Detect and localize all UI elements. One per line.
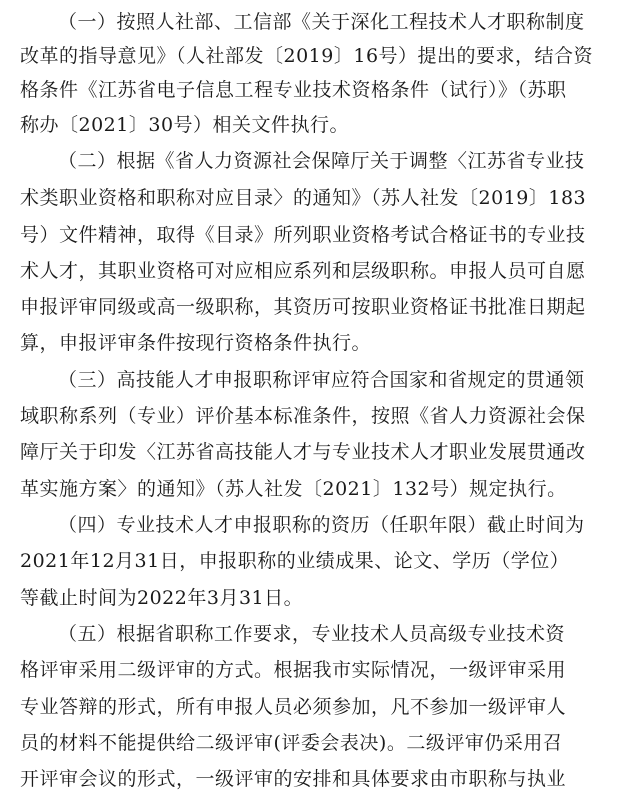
line-18: （五）根据省职称工作要求，专业技术人员高级专业技术资 [58,623,566,645]
line-16: 2021年12月31日，申报职称的业绩成果、论文、学历（学位） [20,550,570,572]
line-3: 格条件《江苏省电子信息工程专业技术资格条件（试行）》（苏职 [20,79,567,101]
line-7: 号）文件精神，取得《目录》所列职业资格考试合格证书的专业技 [20,224,586,246]
line-20: 专业答辩的形式，所有申报人员必须参加，凡不参加一级评审人 [20,696,567,718]
line-5: （二）根据《省人力资源社会保障厅关于调整〈江苏省专业技 [58,150,585,172]
line-15: （四）专业技术人才申报职称的资历（任职年限）截止时间为 [58,514,585,536]
line-14: 革实施方案〉的通知》（苏人社发〔2021〕132号）规定执行。 [20,478,567,500]
line-4: 称办〔2021〕30号）相关文件执行。 [20,114,350,136]
line-12: 域职称系列（专业）评价基本标准条件，按照《省人力资源社会保 [20,405,586,427]
line-9: 申报评审同级或高一级职称，其资历可按职业资格证书批准日期起 [20,296,586,318]
line-8: 术人才，其职业资格可对应相应系列和层级职称。申报人员可自愿 [20,260,586,282]
line-17: 等截止时间为2022年3月31日。 [20,587,304,609]
line-10: 算，申报评审条件按现行资格条件执行。 [20,332,372,354]
line-19: 格评审采用二级评审的方式。根据我市实际情况，一级评审采用 [20,659,567,681]
line-2: 改革的指导意见》（人社部发〔2019〕16号）提出的要求，结合资 [20,45,594,67]
line-13: 障厅关于印发〈江苏省高技能人才与专业技术人才职业发展贯通改 [20,441,586,463]
line-1: （一）按照人社部、工信部《关于深化工程技术人才职称制度 [58,11,585,33]
line-21: 员的材料不能提供给二级评审(评委会表决)。二级评审仍采用召 [20,732,563,754]
line-6: 术类职业资格和职称对应目录〉的通知》（苏人社发〔2019〕183 [20,187,587,209]
line-22: 开评审会议的形式，一级评审的安排和具体要求由市职称与执业 [20,768,567,790]
line-11: （三）高技能人才申报职称评审应符合国家和省规定的贯通领 [58,369,585,391]
